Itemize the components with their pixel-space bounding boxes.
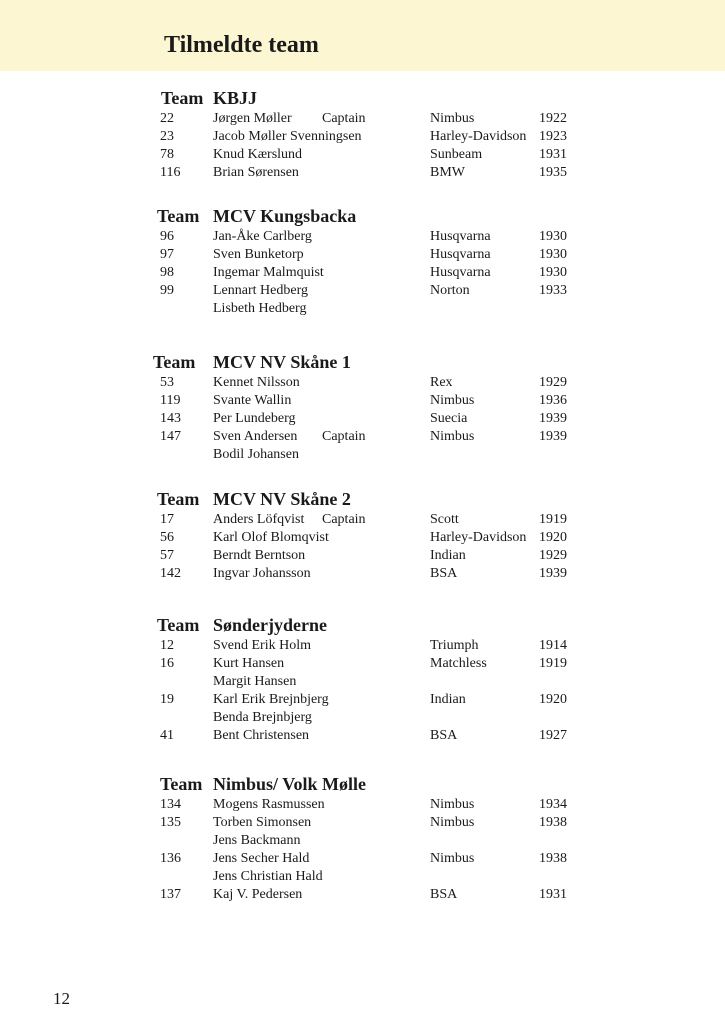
team-heading (0, 772, 725, 796)
rider-number: 96 (160, 229, 174, 244)
team-block (0, 487, 725, 583)
rider-row (0, 228, 725, 246)
rider-row (0, 428, 725, 446)
rider-name: Ingvar Johansson (213, 566, 311, 581)
team-name: MCV NV Skåne 1 (213, 352, 351, 372)
rider-name: Berndt Berntson (213, 548, 306, 563)
rider-role: Captain (322, 429, 366, 444)
rider-number: 16 (160, 656, 174, 671)
motorcycle-make: Harley-Davidson (430, 129, 527, 144)
rider-row (0, 410, 725, 428)
motorcycle-make: BMW (430, 165, 465, 180)
rider-name: Karl Olof Blomqvist (213, 530, 329, 545)
rider-name: Jens Backmann (213, 833, 301, 848)
team-heading (0, 86, 725, 110)
motorcycle-year: 1922 (539, 111, 567, 126)
motorcycle-year: 1929 (539, 375, 567, 390)
rider-number: 134 (160, 797, 181, 812)
rider-name: Kennet Nilsson (213, 375, 300, 390)
rider-row (0, 146, 725, 164)
page-title: Tilmeldte team (164, 32, 319, 58)
motorcycle-year: 1930 (539, 247, 567, 262)
rider-row (0, 637, 725, 655)
rider-number: 78 (160, 147, 174, 162)
motorcycle-make: Nimbus (430, 111, 475, 126)
rider-number: 119 (160, 393, 181, 408)
motorcycle-year: 1919 (539, 512, 567, 527)
rider-row (0, 727, 725, 745)
rider-name: Benda Brejnbjerg (213, 710, 312, 725)
rider-number: 97 (160, 247, 174, 262)
rider-row (0, 709, 725, 727)
motorcycle-make: Matchless (430, 656, 487, 671)
team-heading (0, 350, 725, 374)
team-label: Team (160, 774, 203, 794)
motorcycle-year: 1931 (539, 147, 567, 162)
rider-name: Lisbeth Hedberg (213, 301, 307, 316)
motorcycle-make: Scott (430, 512, 459, 527)
motorcycle-make: Sunbeam (430, 147, 483, 162)
rider-number: 137 (160, 887, 181, 902)
rider-row (0, 850, 725, 868)
motorcycle-make: Suecia (430, 411, 468, 426)
rider-name: Sven Bunketorp (213, 247, 304, 262)
rider-name: Knud Kærslund (213, 147, 303, 162)
team-block (0, 86, 725, 182)
rider-name: Sven Andersen (213, 429, 298, 444)
rider-number: 12 (160, 638, 174, 653)
rider-role: Captain (322, 111, 366, 126)
rider-number: 41 (160, 728, 174, 743)
team-name: MCV NV Skåne 2 (213, 489, 351, 509)
header-band (0, 0, 725, 71)
team-label: Team (157, 615, 200, 635)
team-name: Sønderjyderne (213, 615, 327, 635)
motorcycle-make: Nimbus (430, 851, 475, 866)
rider-name: Bent Christensen (213, 728, 310, 743)
rider-name: Jan-Åke Carlberg (213, 229, 312, 244)
rider-number: 22 (160, 111, 174, 126)
rider-row (0, 814, 725, 832)
rider-number: 98 (160, 265, 174, 280)
motorcycle-year: 1927 (539, 728, 567, 743)
motorcycle-year: 1936 (539, 393, 567, 408)
motorcycle-make: BSA (430, 887, 458, 902)
team-label: Team (157, 206, 200, 226)
motorcycle-year: 1939 (539, 566, 567, 581)
rider-name: Anders Löfqvist (213, 512, 305, 527)
motorcycle-year: 1929 (539, 548, 567, 563)
rider-row (0, 832, 725, 850)
team-block (0, 772, 725, 904)
rider-name: Margit Hansen (213, 674, 297, 689)
team-heading (0, 204, 725, 228)
motorcycle-make: BSA (430, 728, 458, 743)
team-block (0, 613, 725, 745)
rider-name: Bodil Johansen (213, 447, 299, 462)
motorcycle-make: Indian (430, 692, 466, 707)
rider-row (0, 246, 725, 264)
page-number: 12 (53, 989, 70, 1008)
rider-name: Mogens Rasmussen (213, 797, 325, 812)
motorcycle-make: Indian (430, 548, 466, 563)
motorcycle-year: 1914 (539, 638, 567, 653)
rider-number: 57 (160, 548, 174, 563)
rider-name: Ingemar Malmquist (213, 265, 324, 280)
rider-row (0, 392, 725, 410)
team-heading (0, 487, 725, 511)
motorcycle-year: 1939 (539, 429, 567, 444)
motorcycle-make: Harley-Davidson (430, 530, 527, 545)
rider-number: 116 (160, 165, 181, 180)
motorcycle-make: Husqvarna (430, 229, 491, 244)
rider-row (0, 164, 725, 182)
rider-row (0, 655, 725, 673)
team-name: MCV Kungsbacka (213, 206, 357, 226)
team-name: KBJJ (213, 88, 258, 108)
rider-name: Jacob Møller Svenningsen (213, 129, 362, 144)
rider-row (0, 374, 725, 392)
motorcycle-make: Norton (430, 283, 470, 298)
rider-row (0, 446, 725, 464)
rider-row (0, 673, 725, 691)
rider-number: 23 (160, 129, 174, 144)
rider-name: Torben Simonsen (213, 815, 312, 830)
motorcycle-make: Triumph (430, 638, 479, 653)
motorcycle-make: Nimbus (430, 797, 475, 812)
motorcycle-year: 1939 (539, 411, 567, 426)
team-label: Team (161, 88, 204, 108)
motorcycle-make: Husqvarna (430, 247, 491, 262)
motorcycle-year: 1938 (539, 815, 567, 830)
rider-row (0, 886, 725, 904)
rider-number: 136 (160, 851, 181, 866)
rider-row (0, 565, 725, 583)
rider-name: Jørgen Møller (213, 111, 292, 126)
rider-row (0, 529, 725, 547)
rider-row (0, 547, 725, 565)
motorcycle-year: 1930 (539, 229, 567, 244)
rider-name: Jens Secher Hald (213, 851, 310, 866)
rider-number: 99 (160, 283, 174, 298)
rider-row (0, 868, 725, 886)
rider-role: Captain (322, 512, 366, 527)
rider-number: 17 (160, 512, 174, 527)
motorcycle-year: 1920 (539, 692, 567, 707)
motorcycle-year: 1919 (539, 656, 567, 671)
rider-row (0, 511, 725, 529)
rider-number: 56 (160, 530, 174, 545)
team-label: Team (157, 489, 200, 509)
rider-name: Per Lundeberg (213, 411, 296, 426)
motorcycle-year: 1931 (539, 887, 567, 902)
rider-row (0, 110, 725, 128)
rider-name: Kaj V. Pedersen (213, 887, 303, 902)
rider-name: Brian Sørensen (213, 165, 299, 180)
rider-number: 142 (160, 566, 181, 581)
team-heading (0, 613, 725, 637)
rider-row (0, 282, 725, 300)
motorcycle-make: Rex (430, 375, 453, 390)
rider-name: Kurt Hansen (213, 656, 285, 671)
motorcycle-year: 1920 (539, 530, 567, 545)
team-name: Nimbus/ Volk Mølle (213, 774, 367, 794)
team-block (0, 204, 725, 318)
motorcycle-year: 1938 (539, 851, 567, 866)
motorcycle-make: Husqvarna (430, 265, 491, 280)
rider-row (0, 796, 725, 814)
rider-row (0, 691, 725, 709)
motorcycle-make: Nimbus (430, 393, 475, 408)
rider-number: 53 (160, 375, 174, 390)
motorcycle-year: 1933 (539, 283, 567, 298)
rider-name: Svante Wallin (213, 393, 292, 408)
rider-number: 143 (160, 411, 181, 426)
team-block (0, 350, 725, 464)
rider-row (0, 128, 725, 146)
rider-row (0, 300, 725, 318)
rider-number: 19 (160, 692, 174, 707)
team-label: Team (153, 352, 196, 372)
rider-name: Jens Christian Hald (213, 869, 323, 884)
motorcycle-year: 1930 (539, 265, 567, 280)
rider-name: Svend Erik Holm (213, 638, 311, 653)
motorcycle-year: 1934 (539, 797, 567, 812)
motorcycle-make: BSA (430, 566, 458, 581)
rider-name: Karl Erik Brejnbjerg (213, 692, 329, 707)
rider-number: 135 (160, 815, 181, 830)
motorcycle-make: Nimbus (430, 429, 475, 444)
rider-row (0, 264, 725, 282)
motorcycle-make: Nimbus (430, 815, 475, 830)
rider-number: 147 (160, 429, 181, 444)
motorcycle-year: 1935 (539, 165, 567, 180)
motorcycle-year: 1923 (539, 129, 567, 144)
rider-name: Lennart Hedberg (213, 283, 308, 298)
